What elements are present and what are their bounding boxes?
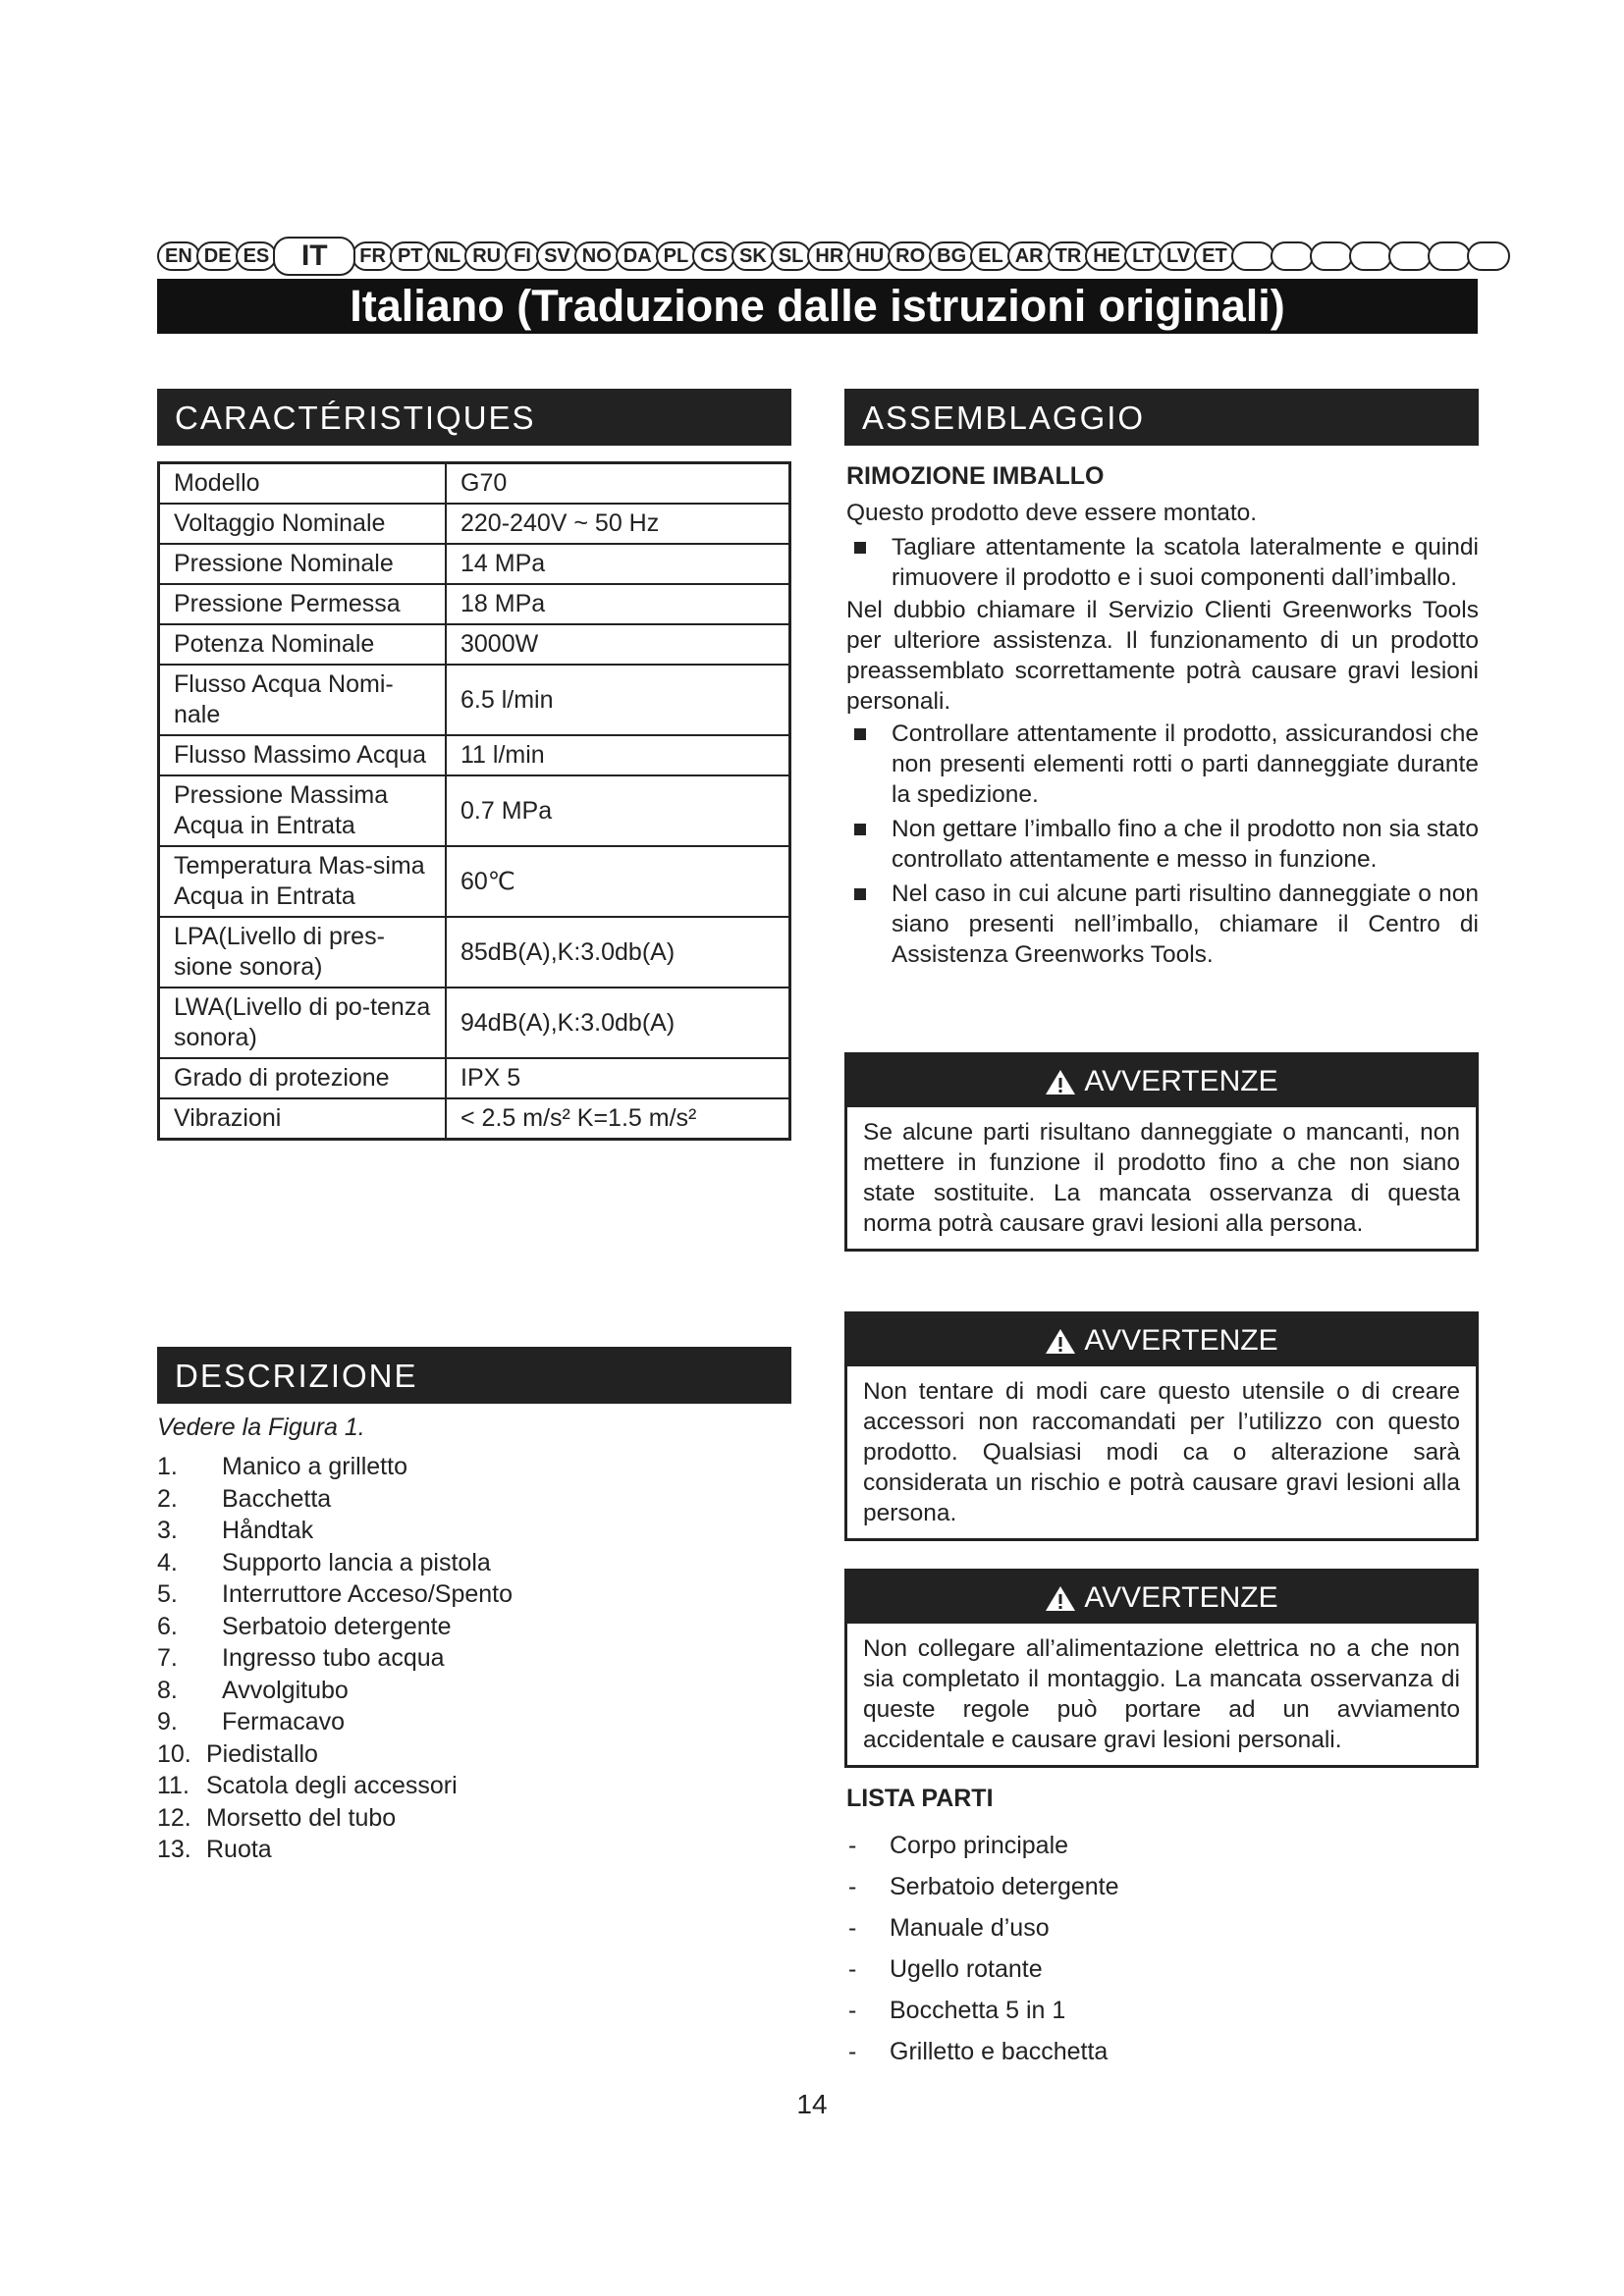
language-tab-lt[interactable]: LT: [1124, 241, 1163, 271]
language-tab-da[interactable]: DA: [616, 241, 660, 271]
list-item: [157, 1834, 513, 1866]
spec-label: Voltaggio Nominale: [159, 504, 447, 544]
language-tabs: [157, 236, 1478, 277]
list-item: [846, 1825, 1119, 1866]
item-text: Fermacavo: [222, 1708, 346, 1735]
language-tab-hr[interactable]: HR: [807, 241, 851, 271]
language-tab-empty[interactable]: [1428, 241, 1471, 271]
assembly-paragraph: Nel dubbio chiamare il Servizio Clienti Greenworks Tools per ulteriore assistenza. Il funzionamento di un prodotto preassemblato scorrettamente potrà causare gravi lesioni personali.: [846, 597, 1479, 715]
spec-label: Pressione Nominale: [159, 544, 447, 584]
item-text: Manico a grilletto: [222, 1453, 407, 1480]
list-item: [157, 1770, 513, 1802]
part-name: Bocchetta 5 in 1: [890, 1997, 1066, 2024]
spec-table: [157, 461, 791, 1141]
language-tab-ro[interactable]: RO: [888, 241, 933, 271]
language-tab-et[interactable]: ET: [1194, 241, 1235, 271]
language-tab-no[interactable]: NO: [574, 241, 620, 271]
parts-list-heading: LISTA PARTI: [846, 1785, 994, 1812]
item-text: Morsetto del tubo: [206, 1803, 397, 1832]
spec-label: Modello: [159, 463, 447, 505]
list-item: [846, 814, 1479, 875]
unpacking-subheading: RIMOZIONE IMBALLO: [846, 462, 1105, 490]
warning-triangle-icon: [1045, 1068, 1076, 1095]
language-tab-empty[interactable]: [1388, 241, 1432, 271]
list-item: [157, 1483, 513, 1516]
part-name: Corpo principale: [890, 1832, 1069, 1859]
item-number: 8.: [157, 1676, 178, 1704]
bullet-text: Non gettare l’imballo fino a che il prodotto non sia stato controllato attentamente e messo in funzione.: [892, 816, 1479, 873]
language-tab-de[interactable]: DE: [196, 241, 240, 271]
language-tab-empty[interactable]: [1310, 241, 1353, 271]
item-text: Supporto lancia a pistola: [222, 1548, 491, 1576]
dash-marker: -: [848, 1832, 857, 1859]
bullet-icon: [854, 824, 866, 835]
item-number: 3.: [157, 1517, 178, 1544]
spec-label: Flusso Massimo Acqua: [159, 735, 447, 775]
item-text: Interruttore Acceso/Spento: [222, 1580, 514, 1608]
table-row: [159, 917, 790, 988]
list-item: [846, 2031, 1119, 2072]
language-tab-he[interactable]: HE: [1085, 241, 1128, 271]
part-name: Ugello rotante: [890, 1955, 1043, 1983]
language-tab-empty[interactable]: [1231, 241, 1274, 271]
list-item: [846, 1866, 1119, 1907]
item-number: 5.: [157, 1580, 178, 1608]
table-row: [159, 775, 790, 846]
bullet-text: Controllare attentamente il prodotto, assicurandosi che non presenti elementi rotti o parti danneggiate durante la spedizione.: [892, 721, 1479, 808]
list-item: [157, 1642, 513, 1675]
warning-triangle-icon: [1045, 1584, 1076, 1612]
bullet-icon: [854, 888, 866, 900]
warning-title: AVVERTENZE: [1084, 1065, 1278, 1097]
dash-marker: -: [848, 1914, 857, 1942]
list-item: [157, 1738, 513, 1771]
spec-value: IPX 5: [446, 1058, 790, 1098]
table-row: [159, 846, 790, 917]
item-text: Avvolgitubo: [222, 1676, 349, 1704]
language-tab-ar[interactable]: AR: [1007, 241, 1052, 271]
list-item: [157, 1547, 513, 1579]
language-tab-tr[interactable]: TR: [1048, 241, 1090, 271]
language-tab-fr[interactable]: FR: [352, 241, 394, 271]
assembly-heading: ASSEMBLAGGIO: [844, 389, 1479, 446]
item-number: 9.: [157, 1708, 178, 1735]
language-tab-sk[interactable]: SK: [731, 241, 775, 271]
language-tab-empty[interactable]: [1467, 241, 1510, 271]
bullet-text: Tagliare attentamente la scatola lateralmente e quindi rimuovere il prodotto e i suoi componenti dall’imballo.: [892, 534, 1479, 591]
warning-box: [844, 1052, 1479, 1252]
description-heading: DESCRIZIONE: [157, 1347, 791, 1404]
item-number: 11.: [157, 1772, 189, 1799]
page-title: Italiano (Traduzione dalle istruzioni originali): [157, 279, 1478, 334]
table-row: [159, 1098, 790, 1140]
spec-value: 220-240V ~ 50 Hz: [446, 504, 790, 544]
language-tab-bg[interactable]: BG: [929, 241, 974, 271]
spec-value: G70: [446, 463, 790, 505]
list-item: [157, 1611, 513, 1643]
item-number: 12.: [157, 1803, 191, 1832]
item-text: Bacchetta: [222, 1484, 332, 1513]
list-item: [846, 1907, 1119, 1949]
language-tab-el[interactable]: EL: [970, 241, 1011, 271]
features-heading: CARACTÉRISTIQUES: [157, 389, 791, 446]
dash-marker: -: [848, 1955, 857, 1983]
spec-label: Pressione Permessa: [159, 584, 447, 624]
bullet-icon: [854, 542, 866, 554]
spec-value: 94dB(A),K:3.0db(A): [446, 988, 790, 1058]
item-number: 6.: [157, 1612, 178, 1640]
list-item: [157, 1706, 513, 1738]
bullet-text: Nel caso in cui alcune parti risultino danneggiate o non siano presenti nell’imballo, chiamare il Centro di Assistenza Greenworks Tools.: [892, 881, 1479, 968]
warning-box: [844, 1311, 1479, 1541]
list-item: [157, 1451, 513, 1483]
language-tab-es[interactable]: ES: [236, 241, 278, 271]
page-number: 14: [796, 2089, 828, 2119]
item-text: Ingresso tubo acqua: [222, 1644, 445, 1672]
spec-value: 60℃: [446, 846, 790, 917]
language-tab-ru[interactable]: RU: [464, 241, 509, 271]
spec-value: 18 MPa: [446, 584, 790, 624]
language-tab-it[interactable]: IT: [273, 237, 355, 276]
list-item: [846, 719, 1479, 810]
warning-text: Se alcune parti risultano danneggiate o mancanti, non mettere in funzione il prodotto fino a che non siano state sostituite. La mancata osservanza di questa norma potrà causare gravi lesioni alla persona.: [863, 1119, 1460, 1237]
language-tab-pt[interactable]: PT: [390, 241, 431, 271]
assembly-paragraph: Questo prodotto deve essere montato.: [846, 500, 1258, 526]
list-item: [846, 532, 1479, 593]
table-row: [159, 463, 790, 505]
spec-value: 85dB(A),K:3.0db(A): [446, 917, 790, 988]
language-tab-hu[interactable]: HU: [847, 241, 892, 271]
warning-title: AVVERTENZE: [1084, 1324, 1278, 1357]
language-tab-sl[interactable]: SL: [771, 241, 812, 271]
table-row: [159, 735, 790, 775]
item-number: 13.: [157, 1836, 191, 1863]
language-tab-lv[interactable]: LV: [1159, 241, 1198, 271]
part-name: Manuale d’uso: [890, 1914, 1050, 1942]
warning-title: AVVERTENZE: [1084, 1581, 1278, 1614]
table-row: [159, 624, 790, 665]
list-item: [846, 1949, 1119, 1990]
table-row: [159, 544, 790, 584]
dash-marker: -: [848, 1997, 857, 2024]
assembly-body: [846, 461, 1479, 970]
item-number: 2.: [157, 1484, 178, 1513]
item-number: 4.: [157, 1548, 178, 1576]
language-tab-nl[interactable]: NL: [427, 241, 469, 271]
description-intro: Vedere la Figura 1.: [157, 1414, 365, 1441]
list-item: [157, 1578, 513, 1611]
language-tab-cs[interactable]: CS: [692, 241, 735, 271]
dash-marker: -: [848, 2038, 857, 2065]
table-row: [159, 1058, 790, 1098]
table-row: [159, 665, 790, 735]
bullet-icon: [854, 728, 866, 740]
table-row: [159, 504, 790, 544]
spec-label: Pressione Massima Acqua in Entrata: [159, 775, 447, 846]
description-list: [157, 1451, 513, 1866]
item-text: Ruota: [206, 1836, 272, 1863]
spec-value: 6.5 l/min: [446, 665, 790, 735]
warning-header: [847, 1055, 1476, 1107]
item-text: Håndtak: [222, 1517, 314, 1544]
language-tab-empty[interactable]: [1271, 241, 1314, 271]
spec-label: Temperatura Mas-sima Acqua in Entrata: [159, 846, 447, 917]
spec-label: Flusso Acqua Nomi-nale: [159, 665, 447, 735]
spec-value: 0.7 MPa: [446, 775, 790, 846]
table-row: [159, 988, 790, 1058]
list-item: [846, 1990, 1119, 2031]
warning-triangle-icon: [1045, 1327, 1076, 1355]
spec-label: LWA(Livello di po-tenza sonora): [159, 988, 447, 1058]
language-tab-fi[interactable]: FI: [505, 241, 540, 271]
spec-value: 14 MPa: [446, 544, 790, 584]
spec-value: 11 l/min: [446, 735, 790, 775]
warning-text: Non tentare di modi care questo utensile o di creare accessori non raccomandati per l’utilizzo con questo prodotto. Qualsiasi modi ca o alterazione sarà considerata un rischio e potrà causare gravi lesioni alla persona.: [863, 1378, 1460, 1526]
list-item: [157, 1515, 513, 1547]
item-number: 10.: [157, 1739, 191, 1768]
language-tab-pl[interactable]: PL: [656, 241, 697, 271]
language-tab-empty[interactable]: [1349, 241, 1392, 271]
table-row: [159, 584, 790, 624]
list-item: [157, 1675, 513, 1707]
spec-label: Vibrazioni: [159, 1098, 447, 1140]
item-number: 7.: [157, 1644, 178, 1672]
parts-list-section: [846, 1785, 1119, 2072]
spec-value: < 2.5 m/s² K=1.5 m/s²: [446, 1098, 790, 1140]
warning-header: [847, 1314, 1476, 1366]
spec-label: LPA(Livello di pres-sione sonora): [159, 917, 447, 988]
warning-header: [847, 1572, 1476, 1624]
part-name: Serbatoio detergente: [890, 1873, 1119, 1900]
part-name: Grilletto e bacchetta: [890, 2038, 1109, 2065]
item-text: Piedistallo: [206, 1739, 318, 1768]
language-tab-sv[interactable]: SV: [536, 241, 578, 271]
item-text: Serbatoio detergente: [222, 1612, 452, 1640]
dash-marker: -: [848, 1873, 857, 1900]
language-tab-row: [157, 236, 1506, 277]
spec-label: Potenza Nominale: [159, 624, 447, 665]
list-item: [157, 1802, 513, 1835]
language-tab-en[interactable]: EN: [157, 241, 200, 271]
parts-list: [846, 1825, 1119, 2072]
list-item: [846, 879, 1479, 970]
item-number: 1.: [157, 1453, 178, 1480]
spec-label: Grado di protezione: [159, 1058, 447, 1098]
warning-box: [844, 1569, 1479, 1768]
item-text: Scatola degli accessori: [206, 1772, 458, 1799]
warning-text: Non collegare all’alimentazione elettrica no a che non sia completato il montaggio. La mancata osservanza di queste regole può portare ad un avviamento accidentale e causare gravi lesioni personali.: [863, 1635, 1460, 1753]
spec-value: 3000W: [446, 624, 790, 665]
